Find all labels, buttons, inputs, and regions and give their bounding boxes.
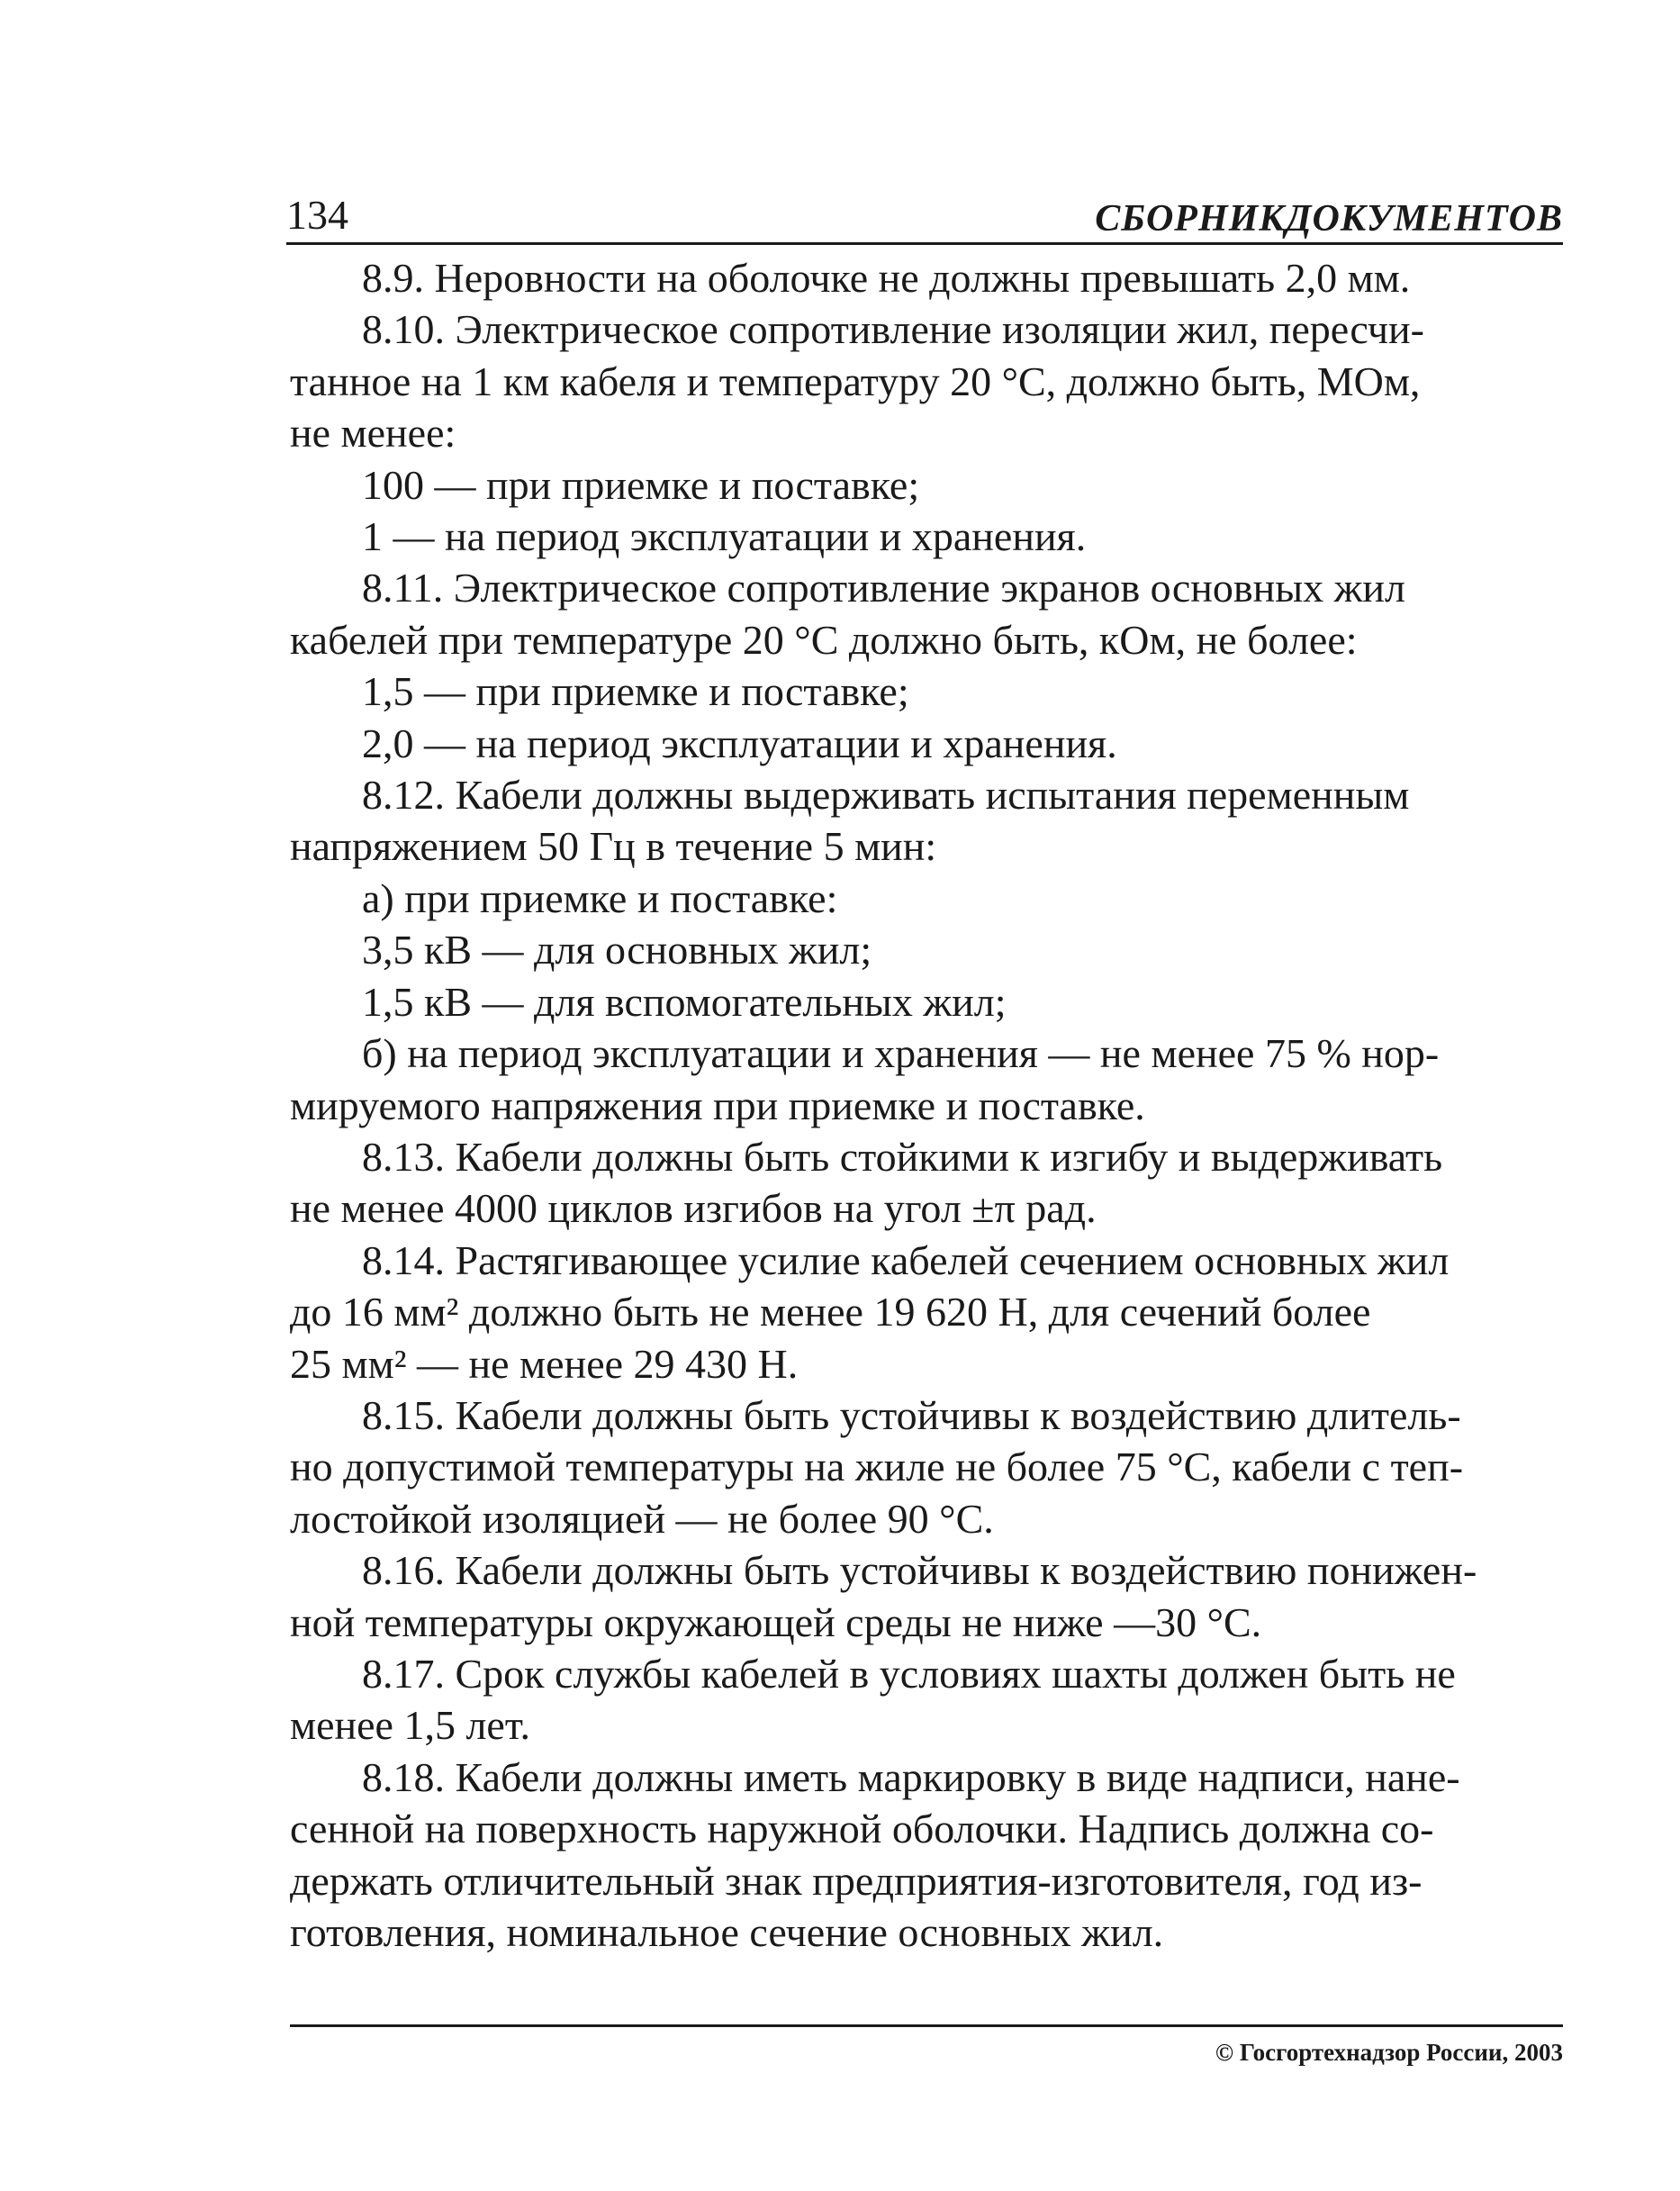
running-header [286, 185, 1563, 248]
list-item-operation-1: 1 — на период эксплуатации и хранения. [362, 513, 1087, 560]
paragraph-8-13: 8.13. Кабели должны быть стойкими к изгибу и выдерживать не менее 4000 циклов изгибов на угол ±π рад. [290, 1133, 1443, 1232]
list-item-auxiliary-cores: 1,5 кВ — для вспомогательных жил; [362, 978, 1007, 1025]
list-item-main-cores: 3,5 кВ — для основных жил; [362, 927, 872, 973]
page-number: 134 [286, 192, 348, 238]
list-item-b: б) на период эксплуатации и хранения — не менее 75 % нор- мируемого напряжения при приемке и поставке. [290, 1030, 1440, 1128]
paragraph-8-11: 8.11. Электрическое сопротивление экранов основных жил кабелей при температуре 20 °С должно быть, кОм, не более: [290, 565, 1405, 663]
paragraph-8-12: 8.12. Кабели должны выдерживать испытания переменным напряжением 50 Гц в течение 5 мин: [290, 772, 1410, 870]
paragraph-8-9: 8.9. Неровности на оболочке не должны превышать 2,0 мм. [362, 255, 1411, 301]
footer-rule [290, 2024, 1563, 2027]
paragraph-8-15: 8.15. Кабели должны быть устойчивы к воздействию длитель- но допустимой температуры на жиле не более 75 °С, кабели с теп- лостойкой изоляцией — не более 90 °С. [290, 1391, 1464, 1542]
header-rule [286, 242, 1563, 245]
body-text [290, 252, 1563, 1958]
copyright-notice: © Госгортехнадзор России, 2003 [1215, 2039, 1563, 2066]
list-item-acceptance-100: 100 — при приемке и поставке; [362, 461, 920, 508]
list-item-a: а) при приемке и поставке: [362, 874, 838, 921]
paragraph-8-10: 8.10. Электрическое сопротивление изоляции жил, пересчи- танное на 1 км кабеля и температуру 20 °С, должно быть, МОм, не менее: [290, 306, 1424, 457]
collection-title: СБОРНИКДОКУМЕНТОВ [1095, 198, 1563, 240]
list-item-operation-2-0: 2,0 — на период эксплуатации и хранения. [362, 720, 1117, 766]
paragraph-8-14: 8.14. Растягивающее усилие кабелей сечением основных жил до 16 мм² должно быть не менее 19 620 Н, для сечений более 25 мм² — не менее 29 430 Н. [290, 1236, 1450, 1387]
paragraph-8-18: 8.18. Кабели должны иметь маркировку в виде надписи, нане- сенной на поверхность наружной оболочки. Надпись должна со- держать отличительный знак предприятия-изготовителя, год из- готовления, номинальное сечение основных жил. [290, 1753, 1460, 1955]
list-item-acceptance-1-5: 1,5 — при приемке и поставке; [362, 668, 909, 715]
paragraph-8-16: 8.16. Кабели должны быть устойчивы к воздействию понижен- ной температуры окружающей среды не ниже —30 °С. [290, 1547, 1477, 1645]
paragraph-8-17: 8.17. Срок службы кабелей в условиях шахты должен быть не менее 1,5 лет. [290, 1650, 1456, 1749]
